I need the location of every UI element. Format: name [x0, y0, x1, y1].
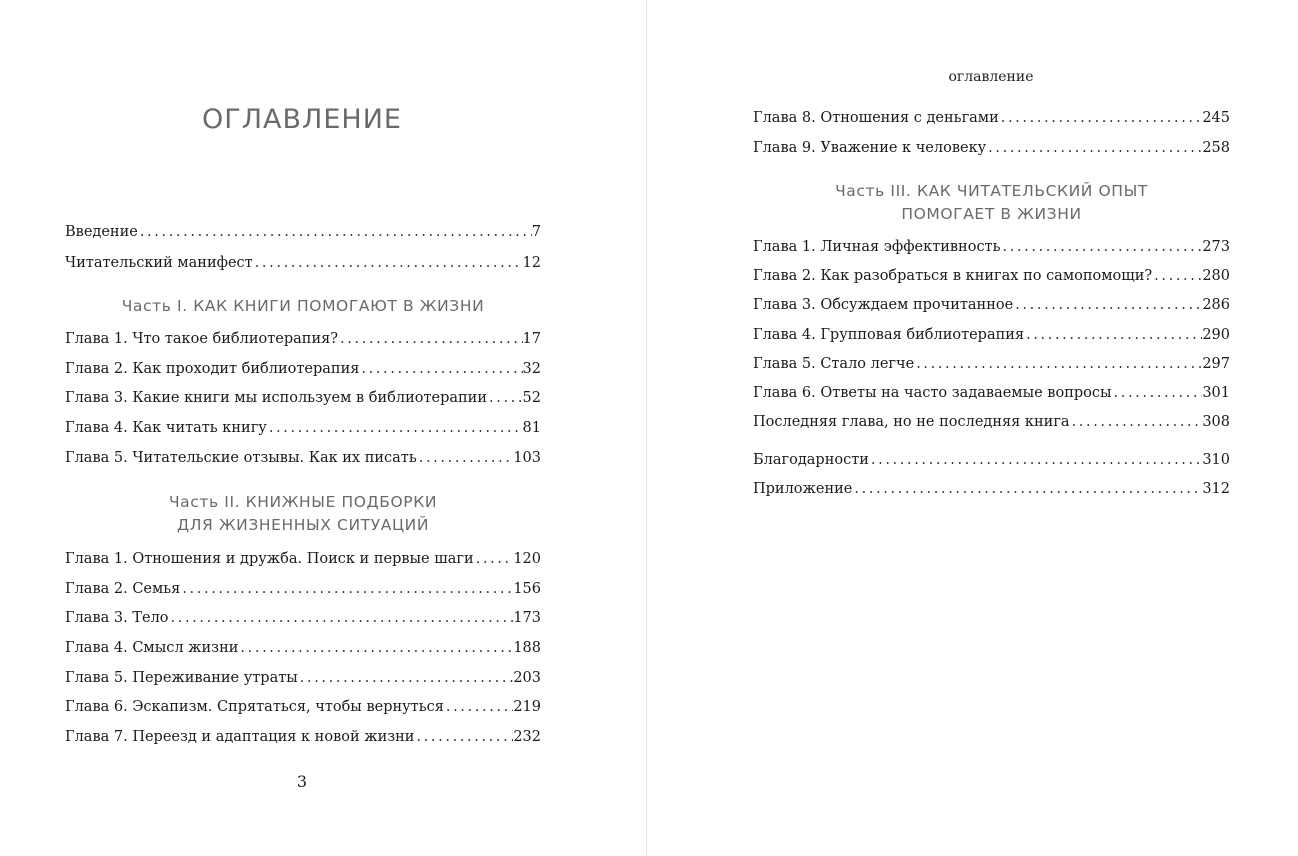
leader-dots: [1000, 238, 1202, 256]
toc-entry-title: Глава 1. Что такое библиотерапия?: [65, 331, 339, 347]
toc-entry-page: 219: [513, 699, 541, 715]
toc-entry-page: 52: [522, 390, 541, 406]
toc-entry-page: 156: [513, 581, 541, 597]
toc-entry-title: Глава 3. Обсуждаем прочитанное: [753, 297, 1014, 313]
toc-entry-page: 81: [522, 420, 541, 436]
part-heading: [753, 180, 1230, 226]
toc-entry[interactable]: [65, 223, 541, 241]
toc-entry-title: Глава 2. Как проходит библиотерапия: [65, 361, 360, 377]
toc-entry[interactable]: [65, 254, 541, 272]
toc-entry-title: Глава 2. Семья: [65, 581, 181, 597]
leader-dots: [986, 139, 1202, 157]
leader-dots: [914, 355, 1202, 373]
leader-dots: [338, 330, 523, 348]
running-head: оглавление: [948, 69, 1034, 85]
part-heading: Часть I. КАК КНИГИ ПОМОГАЮТ В ЖИЗНИ: [121, 297, 485, 315]
part-heading-line: Часть III. КАК ЧИТАТЕЛЬСКИЙ ОПЫТ: [835, 182, 1148, 200]
toc-entry-page: 203: [513, 670, 541, 686]
toc-entry[interactable]: [65, 360, 541, 378]
toc-entry[interactable]: [753, 238, 1230, 256]
toc-entry-title: Глава 2. Как разобраться в книгах по самопомощи?: [753, 268, 1153, 284]
toc-entry[interactable]: [65, 449, 541, 467]
leader-dots: [1013, 296, 1202, 314]
part-heading-line: ПОМОГАЕТ В ЖИЗНИ: [901, 205, 1082, 223]
leader-dots: [267, 419, 523, 437]
toc-entry-title: Последняя глава, но не последняя книга: [753, 414, 1070, 430]
toc-entry-page: 32: [522, 361, 541, 377]
toc-entry-title: Глава 8. Отношения с деньгами: [753, 110, 999, 126]
toc-entry-page: 297: [1202, 356, 1230, 372]
toc-entry-page: 17: [522, 331, 541, 347]
leader-dots: [869, 451, 1202, 469]
part-heading: [65, 491, 541, 537]
toc-entry-page: 310: [1202, 452, 1230, 468]
toc-entry[interactable]: [753, 139, 1230, 157]
toc-entry-title: Глава 4. Групповая библиотерапия: [753, 327, 1025, 343]
leader-dots: [359, 360, 522, 378]
toc-entry[interactable]: [753, 355, 1230, 373]
toc-entry-title: Глава 4. Как читать книгу: [65, 420, 267, 436]
leader-dots: [999, 109, 1203, 127]
toc-entry-page: 173: [513, 610, 541, 626]
toc-entry[interactable]: [753, 326, 1230, 344]
toc-entry-page: 301: [1202, 385, 1230, 401]
toc-entry[interactable]: [65, 639, 541, 657]
toc-entry-page: 312: [1202, 481, 1230, 497]
leader-dots: [180, 580, 513, 598]
toc-entry-page: 290: [1202, 327, 1230, 343]
toc-entry[interactable]: [753, 267, 1230, 285]
leader-dots: [414, 728, 513, 746]
toc-entry-page: 120: [513, 551, 541, 567]
leader-dots: [487, 389, 523, 407]
toc-entry-page: 245: [1202, 110, 1230, 126]
toc-entry-title: Благодарности: [753, 452, 869, 468]
part-heading-line: ДЛЯ ЖИЗНЕННЫХ СИТУАЦИЙ: [176, 516, 430, 534]
toc-entry-page: 258: [1202, 140, 1230, 156]
toc-entry-title: Читательский манифест: [65, 255, 253, 271]
leader-dots: [444, 698, 513, 716]
part-heading-line: Часть II. КНИЖНЫЕ ПОДБОРКИ: [168, 493, 438, 511]
leader-dots: [1112, 384, 1203, 402]
leader-dots: [138, 223, 532, 241]
toc-entry-title: Глава 5. Переживание утраты: [65, 670, 298, 686]
toc-entry-title: Глава 5. Читательские отзывы. Как их писать: [65, 450, 417, 466]
toc-entry-title: Глава 7. Переезд и адаптация к новой жизни: [65, 729, 415, 745]
toc-entry-title: Глава 3. Тело: [65, 610, 169, 626]
toc-entry-title: Глава 5. Стало легче: [753, 356, 915, 372]
toc-entry-title: Глава 1. Личная эффективность: [753, 239, 1001, 255]
toc-entry[interactable]: [753, 480, 1230, 498]
toc-entry-page: 308: [1202, 414, 1230, 430]
toc-entry[interactable]: [753, 451, 1230, 469]
toc-entry-title: Глава 4. Смысл жизни: [65, 640, 239, 656]
leader-dots: [417, 449, 514, 467]
toc-entry[interactable]: [65, 698, 541, 716]
leader-dots: [298, 669, 514, 687]
toc-entry-page: 280: [1202, 268, 1230, 284]
page-number: 3: [296, 772, 308, 791]
leader-dots: [253, 254, 523, 272]
toc-entry-page: 232: [513, 729, 541, 745]
toc-entry-title: Глава 6. Ответы на часто задаваемые вопросы: [753, 385, 1112, 401]
left-page: [0, 0, 646, 856]
leader-dots: [169, 609, 514, 627]
toc-entry-page: 286: [1202, 297, 1230, 313]
toc-entry-page: 103: [513, 450, 541, 466]
leader-dots: [238, 639, 513, 657]
page-title: ОГЛАВЛЕНИЕ: [202, 104, 402, 135]
leader-dots: [1152, 267, 1202, 285]
toc-entry[interactable]: [753, 384, 1230, 402]
toc-entry[interactable]: [65, 669, 541, 687]
toc-entry[interactable]: [65, 728, 541, 746]
toc-entry[interactable]: [753, 413, 1230, 431]
right-page: [647, 0, 1298, 856]
toc-entry[interactable]: [753, 109, 1230, 127]
leader-dots: [1070, 413, 1203, 431]
toc-entry[interactable]: [65, 389, 541, 407]
toc-entry-page: 188: [513, 640, 541, 656]
toc-entry-title: Введение: [65, 224, 138, 240]
toc-entry[interactable]: [65, 419, 541, 437]
toc-entry-page: 7: [531, 224, 541, 240]
toc-entry-title: Глава 3. Какие книги мы используем в библиотерапии: [65, 390, 488, 406]
toc-entry-title: Глава 9. Уважение к человеку: [753, 140, 987, 156]
toc-entry[interactable]: [65, 330, 541, 348]
leader-dots: [474, 550, 514, 568]
toc-entry-title: Приложение: [753, 481, 853, 497]
toc-entry-title: Глава 1. Отношения и дружба. Поиск и первые шаги: [65, 551, 474, 567]
toc-entry[interactable]: [65, 550, 541, 568]
leader-dots: [1024, 326, 1202, 344]
toc-entry[interactable]: [65, 609, 541, 627]
toc-entry[interactable]: [65, 580, 541, 598]
leader-dots: [852, 480, 1202, 498]
toc-entry-page: 12: [522, 255, 541, 271]
toc-entry-title: Глава 6. Эскапизм. Спрятаться, чтобы вернуться: [65, 699, 444, 715]
toc-entry[interactable]: [753, 296, 1230, 314]
toc-entry-page: 273: [1202, 239, 1230, 255]
